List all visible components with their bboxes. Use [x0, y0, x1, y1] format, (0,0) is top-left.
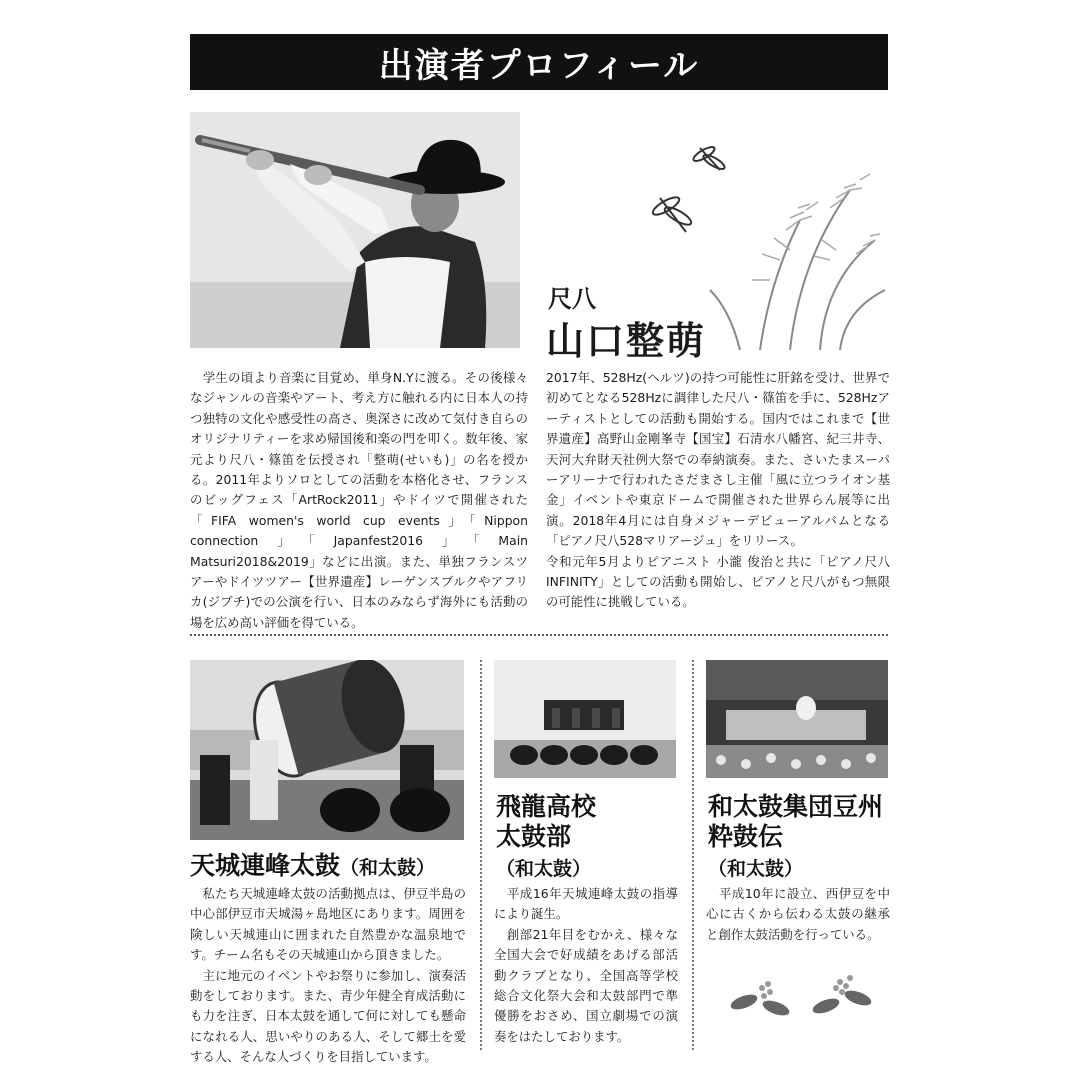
group-subtitle: （和太鼓）	[340, 857, 436, 879]
dragonfly-icon	[692, 145, 727, 172]
performer-name: 山口整萌	[546, 318, 707, 363]
group-subtitle: （和太鼓）	[496, 858, 592, 880]
group-description: 私たち天城連峰太鼓の活動拠点は、伊豆半島の中心部伊豆市天城湯ヶ島地区にあります。周囲を険しい天城連山に囲まれた自然豊かな温泉地です。チーム名もその天城連山から頂きました。 主に地元のイベントやお祭りに参加し、演奏活動をしております。また、青少年健全育成活動にも力を注ぎ、日本太鼓を通して何に対しても懸命になれる人、思いやりのある人、そして郷土を愛する人、そんな人づくりを目指しています。	[190, 886, 466, 1065]
group-subtitle: （和太鼓）	[708, 858, 804, 880]
group-title-line: 和太鼓集団豆州	[708, 792, 884, 821]
performer-role: 尺八	[548, 284, 596, 313]
taiko-photo	[190, 660, 464, 840]
column-divider	[480, 660, 482, 1050]
column-divider	[692, 660, 694, 1050]
taiko-photo	[494, 660, 676, 778]
page-title: 出演者プロフィール	[190, 34, 888, 90]
group-title	[708, 792, 883, 884]
taiko-photo	[706, 660, 888, 778]
group-title	[496, 792, 596, 884]
shakuhachi-player-photo	[190, 112, 520, 348]
group-title-line: 飛龍高校	[496, 792, 597, 821]
group-title-line: 粋鼓伝	[708, 822, 784, 851]
performer-bio-right: 2017年、528Hz(ヘルツ)の持つ可能性に肝銘を受け、世界で初めてとなる528Hzに調律した尺八・篠笛を手に、528Hzアーティストとしての活動も開始する。国内ではこれまで【世界遺産】高野山金剛峯寺【国宝】石清水八幡宮、紀三井寺、天河大弁財天社例大祭での奉納演奏。また、さいたまスーパーアリーナで行われたさだまさし主催「風に立つライオン基金」イベントや東京ドームで開催された世界らん展等に出演。2018年4月には自身メジャーデビューアルバムとなる「ピアノ尺八528マリアージュ」をリリース。 令和元年5月よりピアニスト 小瀧 俊治と共に「ピアノ尺八INFINITY」としての活動も開始し、ピアノと尺八がもつ無限の可能性に挑戦している。	[546, 370, 890, 610]
dragonfly-icon	[651, 194, 694, 232]
performer-bio-left: 学生の頃より音楽に目覚め、単身N.Yに渡る。その後様々なジャンルの音楽やアート、考え方に触れる内に日本人の持つ独特の文化や感受性の高さ、奥深さに改めて気付き自らのオリジナリティーを求め帰国後和楽の門を叩く。数年後、家元より尺八・篠笛を伝授され「整萌(せいも)」の名を授かる。2011年よりソロとしての活動を本格化させ、フランスのビッグフェス「ArtRock2011」やドイツで開催された「FIFA women's world cup events」「Nippon connection」「Japanfest2016」「Main Matsuri2018&2019」などに出演。また、単独フランスツアーやドイツツアー【世界遺産】レーゲンスブルクやアフリカ(ジブチ)での公演を行い、日本のみならず海外にも活動の場を広め高い評価を得ている。	[190, 370, 528, 630]
group-title-line: 太鼓部	[496, 822, 572, 851]
group-description: 平成16年天城連峰太鼓の指導により誕生。 創部21年目をむかえ、様々な全国大会で好成績をあげる部活動クラブとなり、全国高等学校総合文化祭大会和太鼓部門で準優勝をおさめ、国立劇場での演奏をはたしております。	[494, 886, 678, 1044]
flower-sprig-illustration	[726, 968, 876, 1022]
group-description: 平成10年に設立、西伊豆を中心に古くから伝わる太鼓の継承と創作太鼓活動を行っている。	[706, 886, 890, 942]
section-divider	[190, 634, 888, 636]
group-title	[190, 846, 435, 882]
group-title-main: 天城連峰太鼓	[190, 851, 341, 880]
